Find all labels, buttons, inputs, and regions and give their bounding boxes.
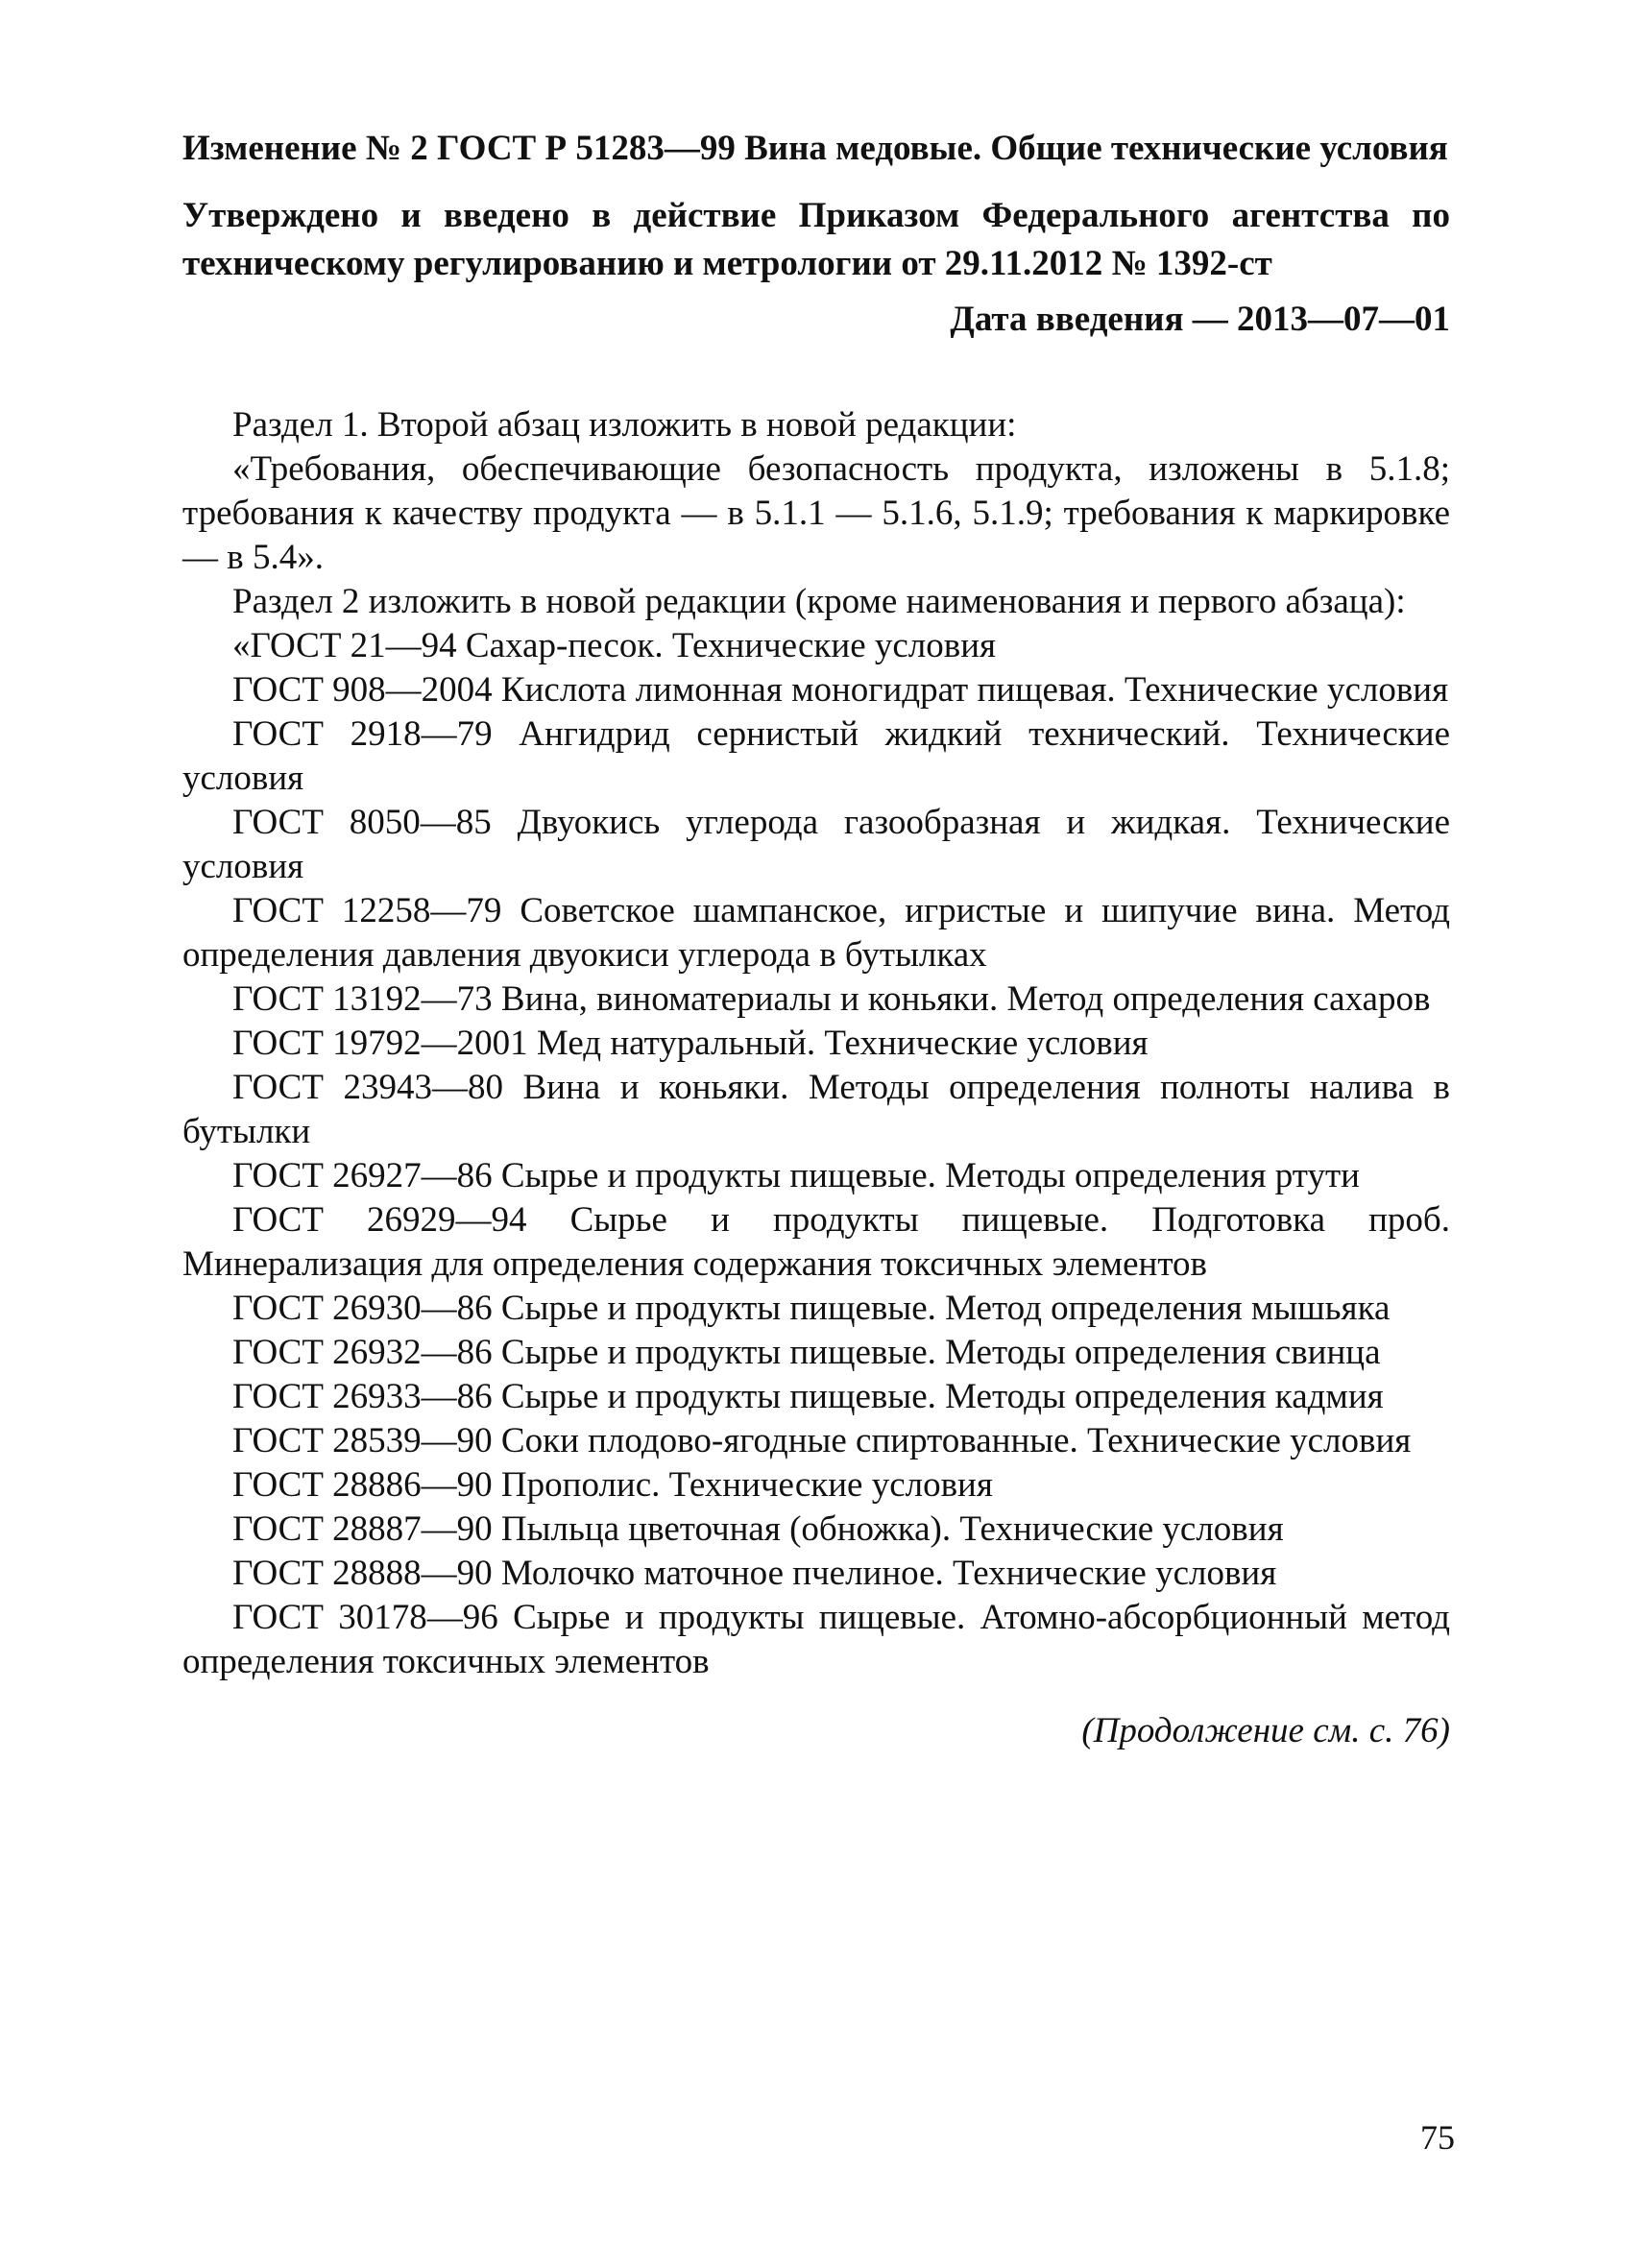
standard-reference: ГОСТ 28539—90 Соки плодово-ягодные спиртованные. Технические условия (232, 1421, 1412, 1460)
paragraph: Раздел 1. Второй абзац изложить в новой редакции: (232, 405, 1017, 445)
standard-reference: ГОСТ 28886—90 Прополис. Технические условия (232, 1465, 993, 1505)
standard-reference: ГОСТ 28888—90 Молочко маточное пчелиное. Технические условия (232, 1554, 1277, 1593)
standard-reference: ГОСТ 26930—86 Сырье и продукты пищевые. Метод определения мышьяка (232, 1289, 1391, 1328)
standard-reference: ГОСТ 19792—2001 Мед натуральный. Технические условия (232, 1024, 1149, 1063)
approval-statement: Утверждено и введено в действие Приказом Федерального агентства по техническому регулированию и метрологии от 29.11.2012 № 1392-ст (182, 196, 1450, 283)
effective-date: Дата введения — 2013—07—01 (950, 300, 1450, 339)
standard-reference: ГОСТ 2918—79 Ангидрид сернистый жидкий технический. Технические условия (182, 714, 1450, 798)
continuation-note: (Продолжение см. с. 76) (1081, 1711, 1450, 1750)
document-title: Изменение № 2 ГОСТ Р 51283—99 Вина медовые. Общие технические условия (182, 129, 1448, 168)
standard-reference: ГОСТ 23943—80 Вина и коньяки. Методы определения полноты налива в бутылки (182, 1068, 1450, 1151)
standard-reference: ГОСТ 26932—86 Сырье и продукты пищевые. Методы определения свинца (232, 1333, 1381, 1372)
standard-reference: ГОСТ 26929—94 Сырье и продукты пищевые. Подготовка проб. Минерализация для определения содержания токсичных элементов (182, 1200, 1450, 1284)
standard-reference: ГОСТ 13192—73 Вина, виноматериалы и коньяки. Метод определения сахаров (232, 979, 1431, 1019)
paragraph: Раздел 2 изложить в новой редакции (кроме наименования и первого абзаца): (232, 582, 1406, 621)
standard-reference: ГОСТ 908—2004 Кислота лимонная моногидрат пищевая. Технические условия (232, 670, 1449, 710)
standard-reference: ГОСТ 28887—90 Пыльца цветочная (обножка). Технические условия (232, 1509, 1284, 1549)
document-page (182, 125, 1450, 1789)
paragraph: «Требования, обеспечивающие безопасность продукта, изложены в 5.1.8; требования к качеству продукта — в 5.1.1 — 5.1.6, 5.1.9; требования к маркировке — в 5.4». (182, 449, 1450, 577)
standard-reference: ГОСТ 26927—86 Сырье и продукты пищевые. Методы определения ртути (232, 1156, 1360, 1195)
standard-reference: «ГОСТ 21—94 Сахар-песок. Технические условия (232, 626, 997, 665)
standard-reference: ГОСТ 8050—85 Двуокись углерода газообразная и жидкая. Технические условия (182, 803, 1450, 886)
document-body (182, 403, 1450, 1684)
standard-reference: ГОСТ 30178—96 Сырье и продукты пищевые. Атомно-абсорбционный метод определения токсичных элементов (182, 1598, 1450, 1681)
standard-reference: ГОСТ 26933—86 Сырье и продукты пищевые. Методы определения кадмия (232, 1377, 1384, 1416)
standard-reference: ГОСТ 12258—79 Советское шампанское, игристые и шипучие вина. Метод определения давления двуокиси углерода в бутылках (182, 891, 1450, 975)
page-number: 75 (1420, 2118, 1455, 2157)
